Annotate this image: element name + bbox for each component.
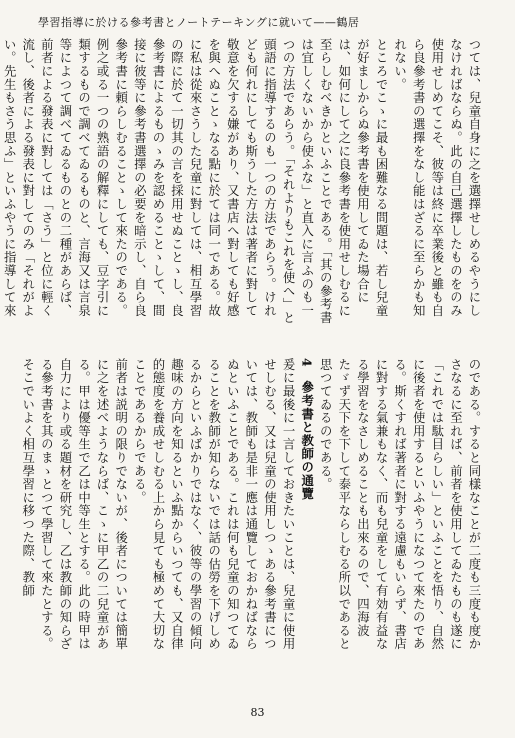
paragraph: つては、兒童自身に之を選擇せしめるやうにしなければならぬ。此の自己選擇したものをのみ使用せしめてこそ、彼等は終に卒業後と雖も自ら良參考書の選擇をなし能はざるに至らかも知れない。 (392, 38, 482, 318)
page-number: 83 (250, 706, 265, 719)
upper-text-block (2, 38, 483, 326)
running-header: 學習指導に於ける參考書とノートテーキングに就いて——鶴居 (38, 16, 360, 29)
paragraph: 前者は説明の限りでないが、後者については簡單に之を述べようならば、こゝに甲乙の二兒童がある。甲は優等生で乙は中等生とする。此の時甲は自力により或る題材を研究し、乙は教師の知らざる參考書を其のまゝとつて學習して來たとする。そこでいよく相互學習に移つた際、教師 (20, 358, 129, 651)
section-heading: 4 參考書と教師の通覽 (299, 358, 315, 501)
paragraph: のである。すると同樣なことが二度も三度も度かさなるに至れば、前者を使用してゐたものも遂に「これでは駄目らしい」といふことを悟り、自然に後者を使用するといふやうになつて來たのである。斯くすれば著者に對する遠慮もいらず、書店に對する氣兼もなく、而も兒童をして有効有益なる學習をなさしめることも出來るので、四海波たゞず天下を下して泰平ならしむる所以であると思つてゐるのである。 (318, 358, 482, 651)
paragraph: 例之或る一つの熟語の解釋にしても、豆字引に類するもので調べてゐるものと、言海又は言泉等によつて調べてゐるものとの二種があらば、前者による發表に對しては「さう」と位に輕く流し、後者による發表に對してのみ「それがよい。先生もさう思ふ」といふやうに指導して來 (2, 38, 111, 318)
paragraph: 爰に最後に一言しておきたいことは、兒童に使用せしむる、又は兒童の使用しつゝある參考書については、教師も是非一應は通覽しておかねばならぬといふことである。これは何も兒童の知つてゐることを教師が知らないでは話の估勞を下げしめるからといふばかりではなく、彼等の學習の傾向趣味の方向を知るといふ點からいつても、又自律的態度を養成せしむる上から見ても極めて大切なことであるからである。 (132, 358, 297, 651)
paragraph: ところでこゝに最も困難なる問題は、若し兒童が好ましからぬ參考書を使用してゐた場合には、如何にして之に良參考書を使用せしむるに至らしむべきかといふことである。「其の參考書は宜しくないから使ふな」と直入に言ふのも一つの方法であらう。「それよりもこれを使へ」と頭語に指導するのも一つの方法であらう。けれども何れにしても斯うした方法は著者に對して敬意を欠する嫌があり、又書店へ對しても好感を與へぬことゝなる點に於ては同一である。故に私は從來さうした兒童に對しては、相互學習の際に於て一切其の言を採用せぬことゝし、良參考書によるものゝみを認めることゝして、間接に彼等に參考書選擇の必要を暗示し、自ら良參考書に頼らしむることゝして來たのである。 (113, 38, 390, 325)
lower-text-block (20, 358, 483, 658)
